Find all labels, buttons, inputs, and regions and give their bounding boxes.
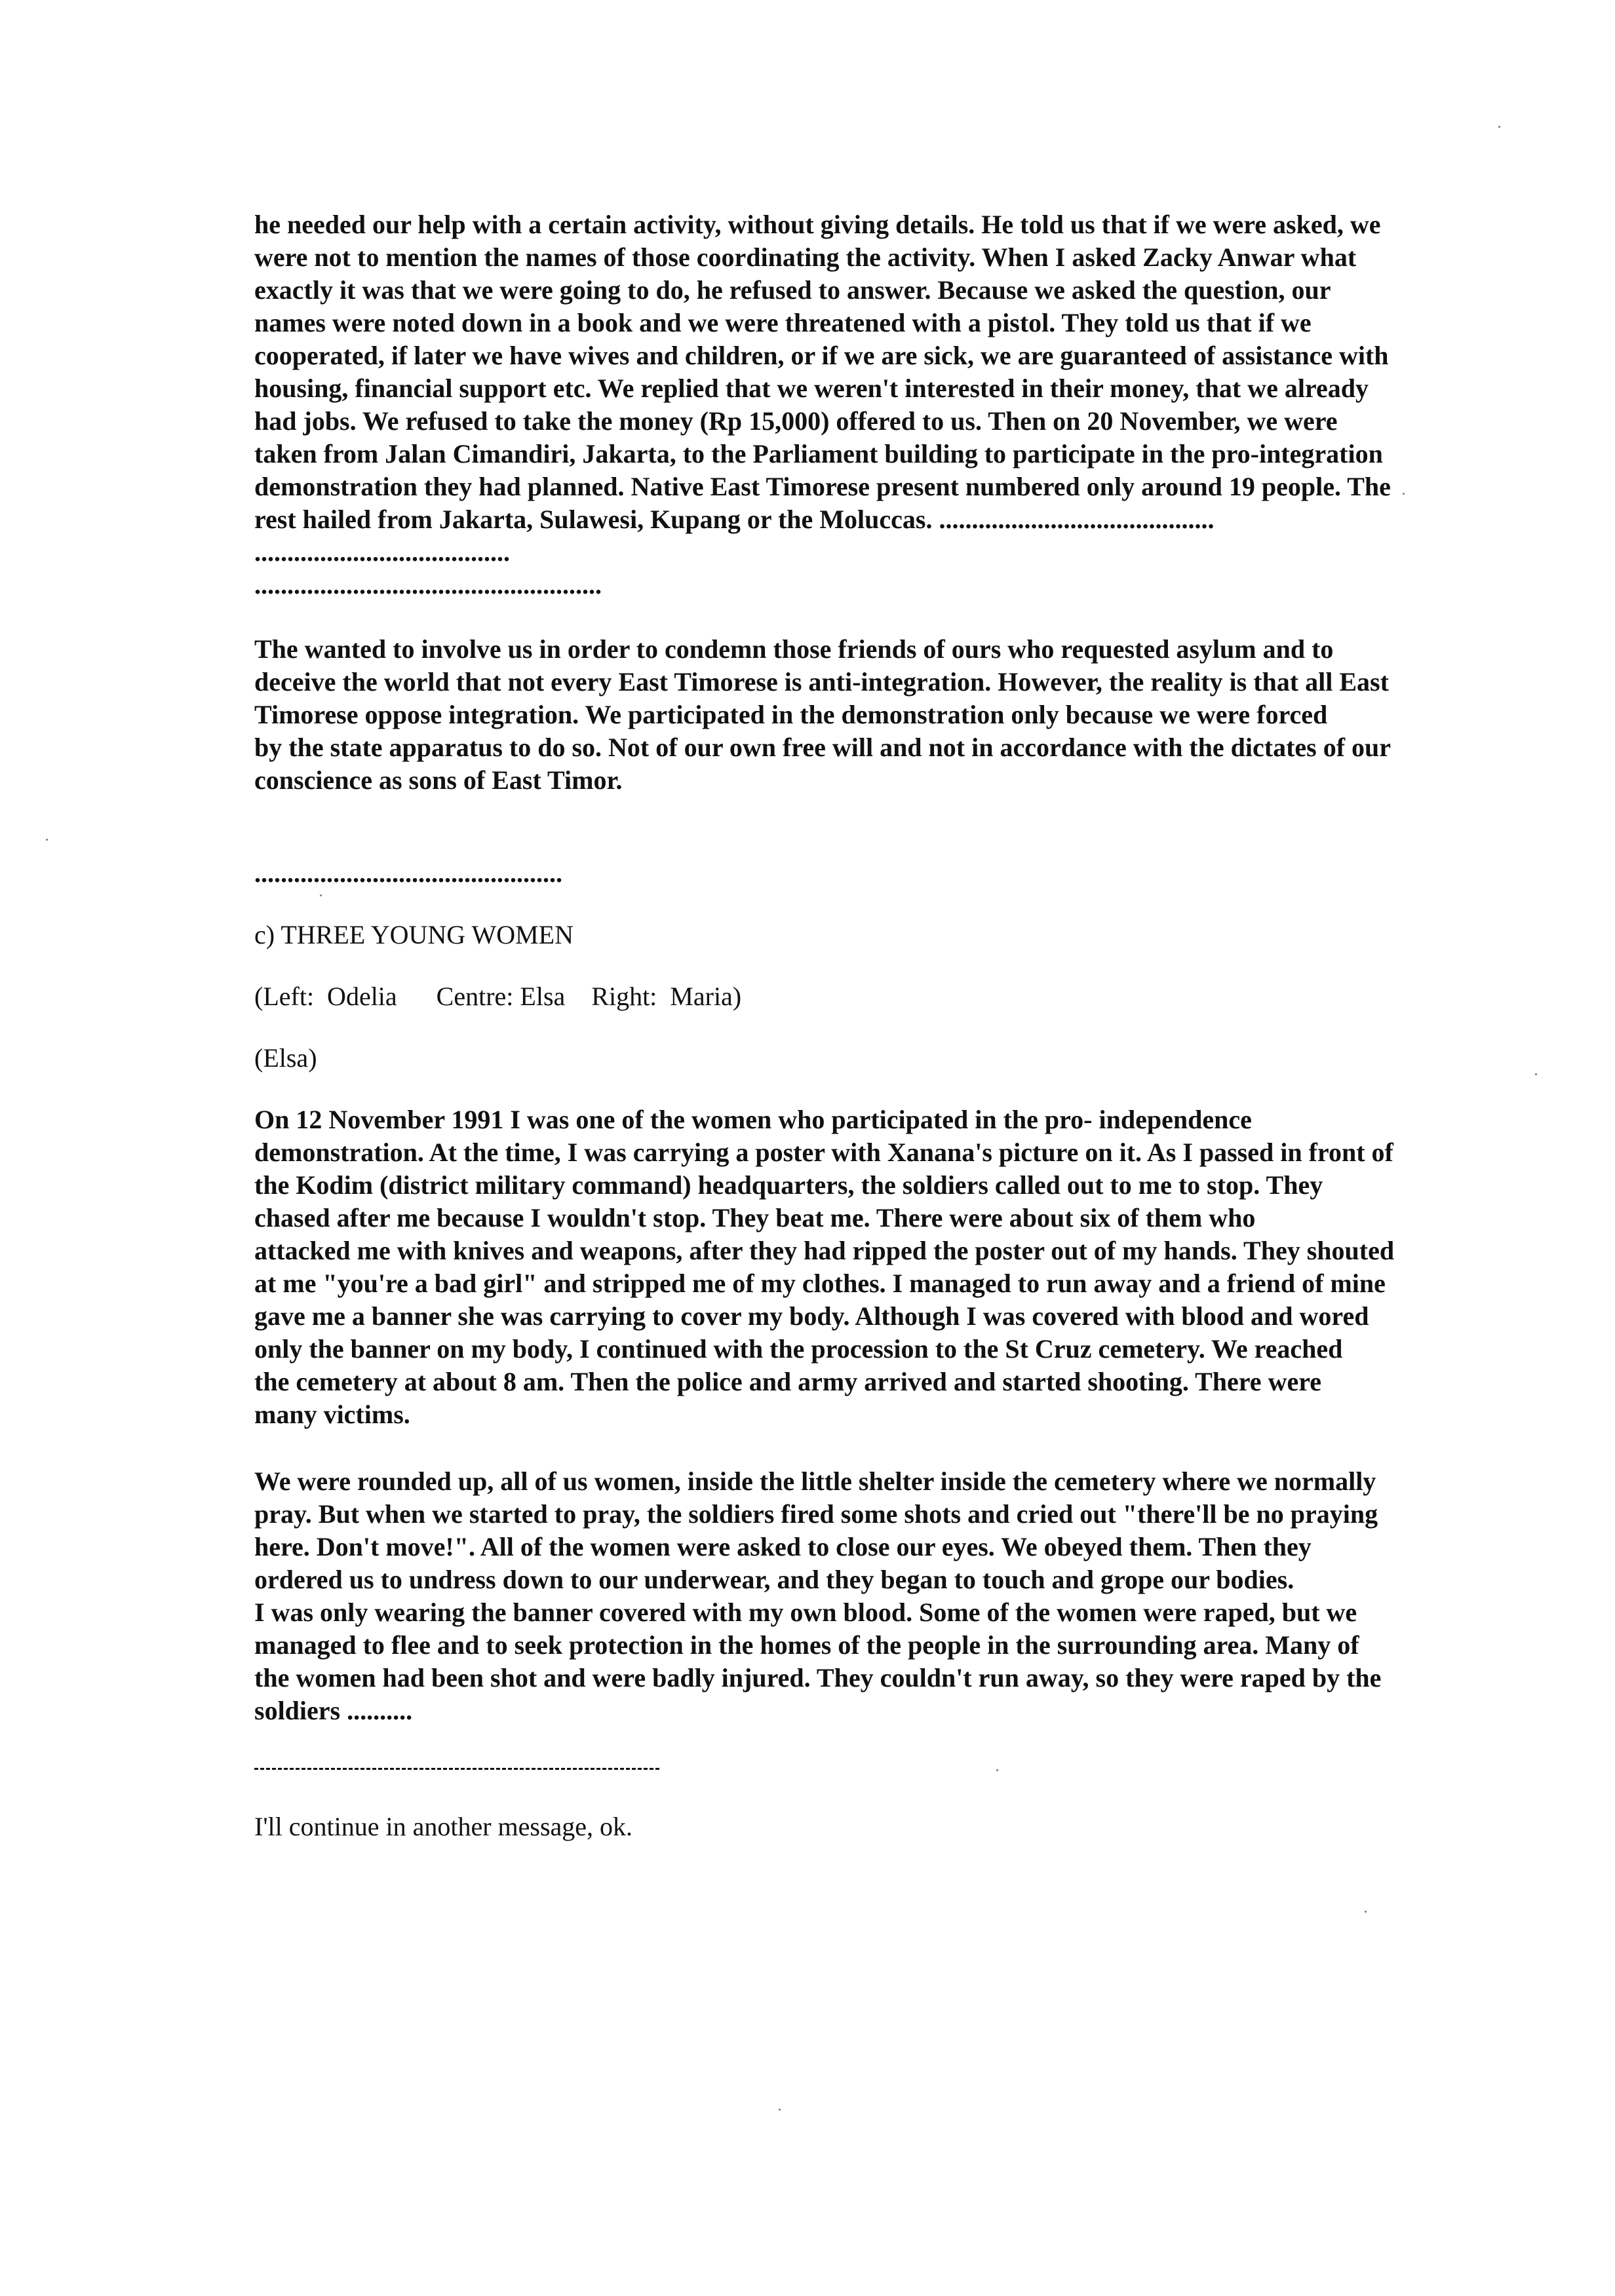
spacer bbox=[254, 1075, 1408, 1103]
spacer bbox=[254, 602, 1408, 633]
spacer bbox=[254, 1431, 1408, 1465]
spacer bbox=[254, 951, 1408, 980]
paragraph-cemetery-shelter: We were rounded up, all of us women, inside the little shelter inside the cemetery where we normally pray. But when we started to pray, the soldiers fired some shots and cried out "there'll be no praying here. Don't move!". All of the women were asked to close our eyes. We obeyed them. Then they ordered us to undress down to our underwear, and they began to touch and grope our bodies. I was only wearing the banner covered with my own blood. Some of the women were raped, but we managed to flee and to seek protection in the homes of the people in the surrounding area. Many of the women had been shot and were badly injured. They couldn't run away, so they were raped by the soldiers .......... bbox=[254, 1466, 1382, 1725]
scan-speck bbox=[1403, 493, 1405, 495]
paragraph-condemn-friends: The wanted to involve us in order to condemn those friends of ours who requested asylum and to deceive the world that not every East Timorese is anti-integration. However, the reality is that all East Timorese oppose integration. We participated in the demonstration only because we were forced by the state apparatus to do so. Not of our own free will and not in accordance with the dictates of our conscience as sons of East Timor. bbox=[254, 634, 1391, 795]
paragraph-asylum-activity: he needed our help with a certain activity, without giving details. He told us that if we were asked, we were not to mention the names of those coordinating the activity. When I asked Zacky Anwar what exactly it was that we were going to do, he refused to answer. Because we asked the question, our names were noted down in a book and we were threatened with a pistol. They told us that if we cooperated, if later we have wives and children, or if we are sick, we are guaranteed of assistance with housing, financial support etc. We replied that we weren't interested in their money, that we already had jobs. We refused to take the money (Rp 15,000) offered to us. Then on 20 November, we were taken from Jalan Cimandiri, Jakarta, to the Parliament building to participate in the pro-integration demonstration they had planned. Native East Timorese present numbered only around 19 people. The rest hailed from Jakarta, Sulawesi, Kupang or the Moluccas. .......................................... bbox=[254, 210, 1391, 534]
ellipsis-line-3: ............................................... bbox=[254, 858, 562, 888]
scan-speck bbox=[1498, 126, 1500, 128]
scan-speck bbox=[996, 1769, 998, 1771]
scan-speck bbox=[1535, 1073, 1537, 1075]
section-heading: c) THREE YOUNG WOMEN bbox=[254, 920, 574, 949]
spacer bbox=[254, 1727, 1408, 1768]
closing-line: I'll continue in another message, ok. bbox=[254, 1812, 633, 1841]
paragraph-elsa-testimony: On 12 November 1991 I was one of the women who participated in the pro- independence demonstration. At the time, I was carrying a poster with Xanana's picture on it. As I passed in front of the Kodim (district military command) headquarters, the soldiers called out to me to stop. They chased after me because I wouldn't stop. They beat me. There were about six of them who attacked me with knives and weapons, after they had ripped the poster out of my hands. They shouted at me "you're a bad girl" and stripped me of my clothes. I managed to run away and a friend of mine gave me a banner she was carrying to cover my body. Although I was covered with blood and wored only the banner on my body, I continued with the procession to the St Cruz cemetery. We reached the cemetery at about 8 am. Then the police and army arrived and started shooting. There were many victims. bbox=[254, 1105, 1395, 1429]
scan-speck bbox=[779, 2109, 781, 2111]
spacer bbox=[254, 890, 1408, 919]
scan-speck bbox=[320, 894, 322, 896]
spacer bbox=[254, 1770, 1408, 1810]
spacer bbox=[254, 1013, 1408, 1042]
speaker-label: (Elsa) bbox=[254, 1043, 317, 1073]
scan-speck bbox=[46, 839, 48, 841]
names-line: (Left: Odelia Centre: Elsa Right: Maria) bbox=[254, 982, 742, 1011]
spacer bbox=[254, 797, 1408, 857]
document-page bbox=[254, 208, 1408, 1843]
ellipsis-line-1: ....................................... bbox=[254, 537, 510, 567]
ellipsis-line-2: ..................................................... bbox=[254, 570, 602, 600]
scan-speck bbox=[1365, 1911, 1367, 1913]
